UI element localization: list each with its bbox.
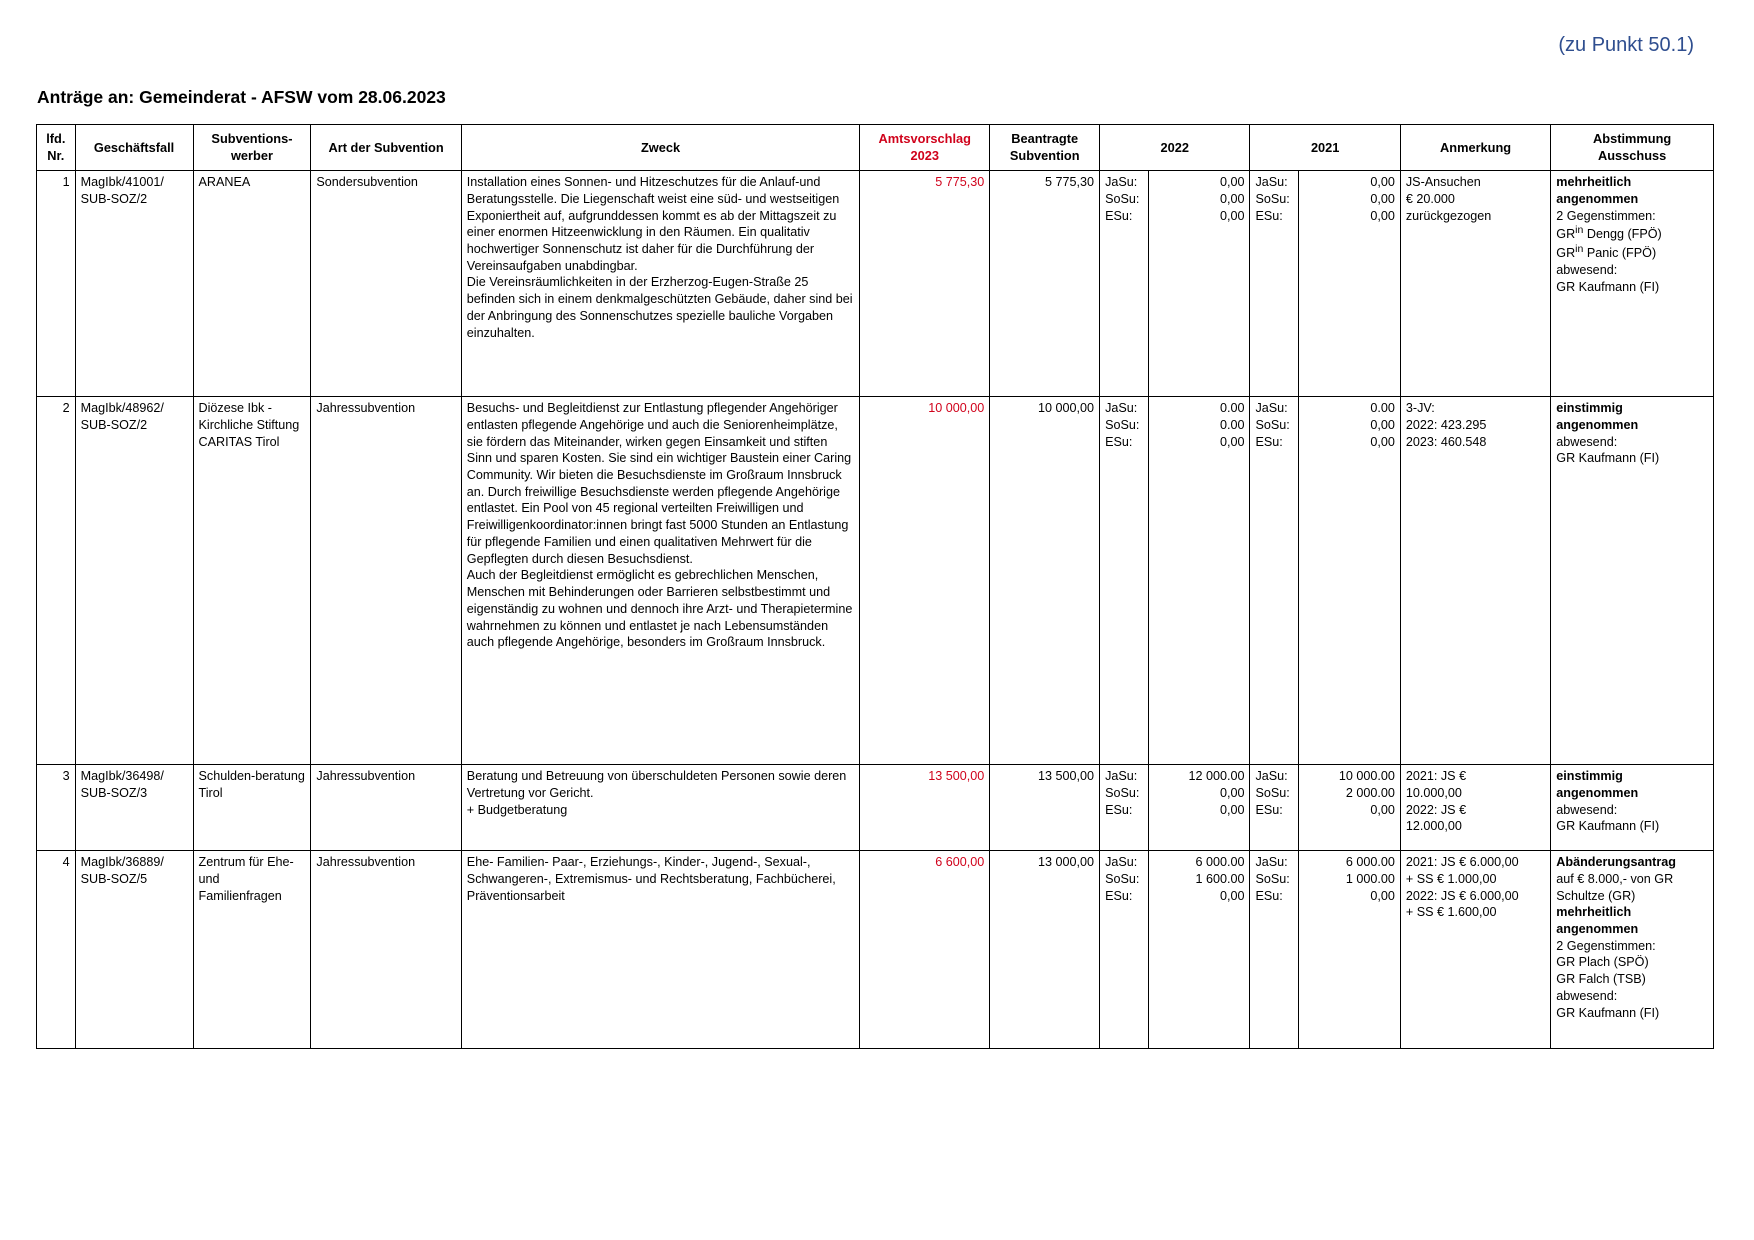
cell-lfd-nr: 1 <box>37 171 76 397</box>
cell-subventionswerber: ARANEA <box>193 171 311 397</box>
col-beantragte-line1: Beantragte <box>1011 131 1079 146</box>
cell-geschaeftsfall: MagIbk/36498/ SUB-SOZ/3 <box>75 765 193 851</box>
col-subventionswerber <box>193 125 311 171</box>
cell-anmerkung: 3-JV: 2022: 423.295 2023: 460.548 <box>1400 397 1550 765</box>
cell-amtsvorschlag: 13 500,00 <box>860 765 990 851</box>
cell-2021-values: 10 000.00 2 000.00 0,00 <box>1299 765 1401 851</box>
col-lfd-nr-line1: lfd. <box>46 131 66 146</box>
col-art: Art der Subvention <box>311 125 461 171</box>
cell-2021-labels: JaSu: SoSu: ESu: <box>1250 851 1299 1049</box>
cell-anmerkung: JS-Ansuchen € 20.000 zurückgezogen <box>1400 171 1550 397</box>
col-lfd-nr <box>37 125 76 171</box>
cell-beantragte-subvention: 10 000,00 <box>990 397 1100 765</box>
cell-art: Sondersubvention <box>311 171 461 397</box>
col-amtsvorschlag-line1: Amtsvorschlag <box>878 131 971 146</box>
cell-zweck: Installation eines Sonnen- und Hitzeschutzes für die Anlauf-und Beratungsstelle. Die Liegenschaft weist eine süd- und westseitigen Exponiertheit auf, aufgrunddessen kommt es ab der Mittagszeit zu einer enormen Hitzeenwicklung in den Räumen. Ein qualitativ hochwertiger Sonnenschutz ist daher für die Durchführung der Vereinsaufgaben unabdingbar. Die Vereinsräumlichkeiten in der Erzherzog-Eugen-Straße 25 befinden sich in einem denkmalgeschützten Gebäude, daher sind bei der Anbringung des Sonnenschutzes spezielle bauliche Vorgaben einzuhalten. <box>461 171 859 397</box>
col-geschaeftsfall: Geschäftsfall <box>75 125 193 171</box>
table-row <box>37 851 1714 1049</box>
col-lfd-nr-line2: Nr. <box>47 148 65 164</box>
cell-2022-values: 12 000.00 0,00 0,00 <box>1148 765 1250 851</box>
cell-subventionswerber: Diözese Ibk - Kirchliche Stiftung CARITAS Tirol <box>193 397 311 765</box>
cell-art: Jahressubvention <box>311 765 461 851</box>
table-row <box>37 171 1714 397</box>
table-row <box>37 765 1714 851</box>
cell-lfd-nr: 2 <box>37 397 76 765</box>
cell-abstimmung: einstimmig angenommen abwesend: GR Kaufmann (FI) <box>1551 765 1714 851</box>
col-subventionswerber-line2: werber <box>230 148 273 164</box>
col-abstimmung-line1: Abstimmung <box>1593 131 1672 146</box>
cell-geschaeftsfall: MagIbk/41001/ SUB-SOZ/2 <box>75 171 193 397</box>
cell-beantragte-subvention: 13 500,00 <box>990 765 1100 851</box>
cell-subventionswerber: Schulden-beratung Tirol <box>193 765 311 851</box>
cell-2021-values: 0,00 0,00 0,00 <box>1299 171 1401 397</box>
cell-zweck: Besuchs- und Begleitdienst zur Entlastung pflegender Angehöriger entlasten pflegende Angehörige und auch die Seniorenheimplätze, sie fördern das Miteinander, wirken gegen Einsamkeit und stiften Sinn und sparen Kosten. Sie sind ein wichtiger Baustein einer Caring Community. Wir bieten die Besuchsdienste im Großraum Innsbruck an. Durch freiwillige Besuchsdienste werden pflegende Angehörige entlastet. Ein Pool von 45 regional verteilten Freiwilligen und Freiwilligenkoordinator:innen bringt fast 5000 Stunden an Entlastung für pflegende Familien und einen qualitativen Mehrwert für die Gepflegten durch diesen Besuchsdienst. Auch der Begleitdienst ermöglicht es gebrechlichen Menschen, Menschen mit Behinderungen oder Barrieren selbstbestimmt und eigenständig zu wohnen und dennoch ihre Arzt- und Therapietermine wahrnehmen zu können und entlastet je nach Lebensumständen auch pflegende Angehörige, besonders im Großraum Innsbruck. <box>461 397 859 765</box>
table-row <box>37 397 1714 765</box>
table-header <box>37 125 1714 171</box>
col-zweck: Zweck <box>461 125 859 171</box>
cell-2021-values: 6 000.00 1 000.00 0,00 <box>1299 851 1401 1049</box>
col-anmerkung: Anmerkung <box>1400 125 1550 171</box>
cell-2021-values: 0.00 0,00 0,00 <box>1299 397 1401 765</box>
cell-2022-labels: JaSu: SoSu: ESu: <box>1100 397 1149 765</box>
col-amtsvorschlag <box>860 125 990 171</box>
cell-art: Jahressubvention <box>311 851 461 1049</box>
cell-art: Jahressubvention <box>311 397 461 765</box>
cell-2021-labels: JaSu: SoSu: ESu: <box>1250 397 1299 765</box>
cell-2022-labels: JaSu: SoSu: ESu: <box>1100 171 1149 397</box>
cell-abstimmung: einstimmig angenommen abwesend: GR Kaufmann (FI) <box>1551 397 1714 765</box>
cell-amtsvorschlag: 6 600,00 <box>860 851 990 1049</box>
col-abstimmung-line2: Ausschuss <box>1598 148 1667 164</box>
page-title: Anträge an: Gemeinderat - AFSW vom 28.06.2023 <box>37 87 446 107</box>
col-subventionswerber-line1: Subventions- <box>211 131 293 146</box>
cell-anmerkung: 2021: JS € 6.000,00 + SS € 1.000,00 2022: JS € 6.000,00 + SS € 1.600,00 <box>1400 851 1550 1049</box>
cell-2022-labels: JaSu: SoSu: ESu: <box>1100 851 1149 1049</box>
subventions-table <box>36 124 1714 1049</box>
table-body <box>37 171 1714 1049</box>
cell-subventionswerber: Zentrum für Ehe- und Familienfragen <box>193 851 311 1049</box>
cell-beantragte-subvention: 13 000,00 <box>990 851 1100 1049</box>
cell-2021-labels: JaSu: SoSu: ESu: <box>1250 765 1299 851</box>
cell-zweck: Ehe- Familien- Paar-, Erziehungs-, Kinder-, Jugend-, Sexual-, Schwangeren-, Extremismus- und Rechtsberatung, Fachbücherei, Präventionsarbeit <box>461 851 859 1049</box>
cell-geschaeftsfall: MagIbk/36889/ SUB-SOZ/5 <box>75 851 193 1049</box>
col-year-2021: 2021 <box>1250 125 1400 171</box>
cell-2022-values: 0.00 0.00 0,00 <box>1148 397 1250 765</box>
col-beantragte-line2: Subvention <box>1009 148 1080 164</box>
cell-beantragte-subvention: 5 775,30 <box>990 171 1100 397</box>
cell-2022-values: 6 000.00 1 600.00 0,00 <box>1148 851 1250 1049</box>
top-note: (zu Punkt 50.1) <box>1558 34 1694 56</box>
col-year-2022: 2022 <box>1100 125 1250 171</box>
cell-geschaeftsfall: MagIbk/48962/ SUB-SOZ/2 <box>75 397 193 765</box>
cell-amtsvorschlag: 5 775,30 <box>860 171 990 397</box>
cell-anmerkung: 2021: JS € 10.000,00 2022: JS € 12.000,00 <box>1400 765 1550 851</box>
col-abstimmung <box>1551 125 1714 171</box>
cell-lfd-nr: 3 <box>37 765 76 851</box>
cell-zweck: Beratung und Betreuung von überschuldeten Personen sowie deren Vertretung vor Gericht. + Budgetberatung <box>461 765 859 851</box>
col-amtsvorschlag-line2: 2023 <box>910 148 939 164</box>
cell-2021-labels: JaSu: SoSu: ESu: <box>1250 171 1299 397</box>
cell-lfd-nr: 4 <box>37 851 76 1049</box>
cell-abstimmung: Abänderungsantrag auf € 8.000,- von GR Schultze (GR) mehrheitlich angenommen 2 Gegenstimmen: GR Plach (SPÖ) GR Falch (TSB) abwesend: GR Kaufmann (FI) <box>1551 851 1714 1049</box>
cell-2022-labels: JaSu: SoSu: ESu: <box>1100 765 1149 851</box>
cell-amtsvorschlag: 10 000,00 <box>860 397 990 765</box>
col-beantragte-subvention <box>990 125 1100 171</box>
cell-2022-values: 0,00 0,00 0,00 <box>1148 171 1250 397</box>
cell-abstimmung: mehrheitlich angenommen 2 Gegenstimmen: $GR^{in}$ Dengg (FPÖ) $GR^{in}$ Panic (FPÖ) abwesend: GR Kaufmann (FI) <box>1551 171 1714 397</box>
